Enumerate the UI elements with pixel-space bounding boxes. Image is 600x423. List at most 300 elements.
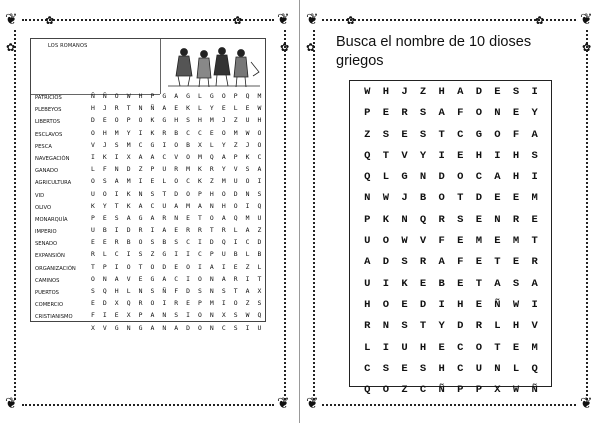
letter-cell[interactable]: Q <box>102 287 107 295</box>
letter-cell[interactable]: R <box>438 213 445 226</box>
letter-cell[interactable]: K <box>186 104 190 113</box>
letter-cell[interactable]: G <box>138 213 143 222</box>
letter-cell[interactable]: L <box>198 104 202 113</box>
letter-cell[interactable]: P <box>150 165 155 174</box>
letter-cell[interactable]: K <box>150 116 155 125</box>
letter-cell[interactable]: O <box>245 177 250 186</box>
letter-cell[interactable]: P <box>150 92 155 100</box>
letter-cell[interactable]: N <box>162 323 167 332</box>
letter-cell[interactable]: N <box>138 104 143 113</box>
letter-cell[interactable]: M <box>114 128 119 137</box>
letter-cell[interactable]: E <box>512 192 520 205</box>
letter-cell[interactable]: I <box>494 149 501 162</box>
letter-cell[interactable]: A <box>138 201 143 210</box>
letter-cell[interactable]: I <box>382 277 390 290</box>
letter-cell[interactable]: O <box>126 262 131 271</box>
letter-cell[interactable]: A <box>198 201 202 210</box>
letter-cell[interactable]: S <box>233 323 238 332</box>
letter-cell[interactable]: K <box>102 152 107 161</box>
letter-cell[interactable]: L <box>233 104 238 113</box>
letter-cell[interactable]: T <box>457 192 464 205</box>
letter-cell[interactable]: E <box>245 104 250 113</box>
letter-cell[interactable]: S <box>150 189 155 198</box>
letter-cell[interactable]: D <box>174 189 179 198</box>
letter-cell[interactable]: X <box>126 311 131 320</box>
letter-cell[interactable]: A <box>162 226 167 235</box>
letter-cell[interactable]: I <box>438 298 445 311</box>
letter-cell[interactable]: G <box>150 274 155 283</box>
letter-cell[interactable]: O <box>138 238 143 247</box>
letter-cell[interactable]: F <box>438 235 445 248</box>
letter-cell[interactable]: A <box>150 311 155 320</box>
letter-cell[interactable]: O <box>198 311 202 320</box>
letter-cell[interactable]: G <box>162 250 167 259</box>
letter-cell[interactable]: T <box>531 235 538 248</box>
letter-cell[interactable]: J <box>102 104 107 113</box>
letter-cell[interactable]: Q <box>419 213 427 226</box>
letter-cell[interactable]: N <box>162 311 167 320</box>
letter-cell[interactable]: R <box>162 213 167 222</box>
letter-cell[interactable]: E <box>494 235 501 248</box>
letter-cell[interactable]: N <box>382 320 390 333</box>
letter-cell[interactable]: W <box>401 235 408 248</box>
letter-cell[interactable]: E <box>457 277 464 290</box>
letter-cell[interactable]: N <box>209 287 214 295</box>
letter-cell[interactable]: E <box>233 262 238 271</box>
letter-cell[interactable]: S <box>512 277 520 290</box>
letter-cell[interactable]: S <box>186 116 190 125</box>
letter-cell[interactable]: W <box>382 192 390 205</box>
letter-cell[interactable]: N <box>126 323 131 332</box>
letter-cell[interactable]: C <box>221 323 226 332</box>
letter-cell[interactable]: Q <box>245 92 250 100</box>
letter-cell[interactable]: W <box>245 128 250 137</box>
letter-cell[interactable]: Q <box>257 311 262 320</box>
letter-cell[interactable]: R <box>401 107 408 120</box>
letter-cell[interactable]: V <box>233 165 238 174</box>
letter-cell[interactable]: L <box>512 362 520 375</box>
letter-cell[interactable]: E <box>221 104 226 113</box>
letter-cell[interactable]: M <box>186 165 190 174</box>
letter-cell[interactable]: M <box>221 177 226 186</box>
letter-cell[interactable]: Ñ <box>91 92 95 100</box>
letter-cell[interactable]: G <box>162 116 167 125</box>
letter-cell[interactable]: B <box>438 277 445 290</box>
letter-cell[interactable]: E <box>186 213 190 222</box>
letter-cell[interactable]: L <box>162 177 167 186</box>
letter-cell[interactable]: E <box>186 299 190 308</box>
letter-cell[interactable]: E <box>401 128 408 141</box>
letter-cell[interactable]: Z <box>150 250 155 259</box>
letter-cell[interactable]: R <box>162 128 167 137</box>
letter-cell[interactable]: R <box>531 256 538 269</box>
letter-cell[interactable]: X <box>126 152 131 161</box>
letter-cell[interactable]: P <box>198 299 202 308</box>
letter-cell[interactable]: M <box>126 177 131 186</box>
letter-cell[interactable]: N <box>494 107 501 120</box>
letter-cell[interactable]: Y <box>419 149 427 162</box>
letter-cell[interactable]: H <box>364 298 371 311</box>
letter-cell[interactable]: U <box>364 277 371 290</box>
letter-cell[interactable]: E <box>401 298 408 311</box>
letter-cell[interactable]: S <box>102 177 107 186</box>
letter-cell[interactable]: Ñ <box>531 384 538 397</box>
letter-cell[interactable]: L <box>198 92 202 100</box>
letter-cell[interactable]: X <box>198 140 202 149</box>
letter-cell[interactable]: O <box>114 92 119 100</box>
letter-cell[interactable]: I <box>257 177 262 186</box>
letter-cell[interactable]: H <box>438 86 445 98</box>
letter-cell[interactable]: Z <box>138 165 143 174</box>
letter-cell[interactable]: P <box>233 92 238 100</box>
letter-cell[interactable]: A <box>457 86 464 98</box>
letter-cell[interactable]: S <box>401 320 408 333</box>
letter-cell[interactable]: G <box>138 323 143 332</box>
letter-cell[interactable]: G <box>114 323 119 332</box>
letter-cell[interactable]: R <box>186 226 190 235</box>
letter-cell[interactable]: T <box>494 341 501 354</box>
letter-cell[interactable]: A <box>245 226 250 235</box>
letter-cell[interactable]: G <box>162 92 167 100</box>
letter-cell[interactable]: A <box>531 277 538 290</box>
letter-cell[interactable]: E <box>382 107 390 120</box>
letter-cell[interactable]: G <box>186 92 190 100</box>
letter-cell[interactable]: F <box>512 128 520 141</box>
letter-cell[interactable]: C <box>198 250 202 259</box>
letter-cell[interactable]: U <box>162 201 167 210</box>
letter-cell[interactable]: A <box>245 287 250 295</box>
letter-cell[interactable]: A <box>174 323 179 332</box>
letter-cell[interactable]: L <box>91 165 95 174</box>
letter-cell[interactable]: T <box>475 277 483 290</box>
letter-cell[interactable]: G <box>401 171 408 184</box>
letter-cell[interactable]: C <box>174 274 179 283</box>
letter-cell[interactable]: T <box>382 149 390 162</box>
letter-cell[interactable]: P <box>475 384 483 397</box>
letter-cell[interactable]: D <box>126 226 131 235</box>
letter-cell[interactable]: H <box>419 341 427 354</box>
letter-cell[interactable]: A <box>257 165 262 174</box>
letter-cell[interactable]: M <box>126 140 131 149</box>
letter-cell[interactable]: U <box>257 323 262 332</box>
letter-cell[interactable]: P <box>138 311 143 320</box>
letter-cell[interactable]: O <box>233 299 238 308</box>
letter-cell[interactable]: C <box>457 362 464 375</box>
letter-cell[interactable]: L <box>245 250 250 259</box>
letter-cell[interactable]: O <box>91 274 95 283</box>
letter-cell[interactable]: I <box>221 299 226 308</box>
letter-cell[interactable]: D <box>438 171 445 184</box>
letter-cell[interactable]: W <box>512 298 520 311</box>
letter-cell[interactable]: K <box>91 201 95 210</box>
letter-cell[interactable]: M <box>475 235 483 248</box>
letter-cell[interactable]: X <box>221 311 226 320</box>
letter-cell[interactable]: N <box>209 201 214 210</box>
letter-cell[interactable]: N <box>494 362 501 375</box>
letter-cell[interactable]: B <box>419 192 427 205</box>
letter-cell[interactable]: C <box>138 140 143 149</box>
letter-cell[interactable]: D <box>457 320 464 333</box>
letter-cell[interactable]: I <box>102 311 107 320</box>
letter-cell[interactable]: N <box>174 213 179 222</box>
letter-cell[interactable]: L <box>364 341 371 354</box>
letter-cell[interactable]: I <box>174 250 179 259</box>
letter-cell[interactable]: P <box>102 262 107 271</box>
letter-cell[interactable]: M <box>245 213 250 222</box>
letter-cell[interactable]: I <box>150 226 155 235</box>
letter-cell[interactable]: O <box>494 128 501 141</box>
letter-cell[interactable]: D <box>209 238 214 247</box>
letter-cell[interactable]: O <box>91 128 95 137</box>
letter-cell[interactable]: W <box>126 92 131 100</box>
letter-cell[interactable]: A <box>138 152 143 161</box>
letter-cell[interactable]: S <box>257 189 262 198</box>
letter-cell[interactable]: O <box>186 152 190 161</box>
letter-cell[interactable]: R <box>209 165 214 174</box>
letter-cell[interactable]: Z <box>233 140 238 149</box>
letter-cell[interactable]: K <box>401 277 408 290</box>
letter-cell[interactable]: C <box>457 341 464 354</box>
letter-cell[interactable]: E <box>209 128 214 137</box>
letter-cell[interactable]: I <box>438 149 445 162</box>
letter-cell[interactable]: P <box>198 189 202 198</box>
letter-cell[interactable]: N <box>138 287 143 295</box>
letter-cell[interactable]: A <box>174 92 179 100</box>
letter-cell[interactable]: A <box>162 274 167 283</box>
letter-cell[interactable]: Q <box>126 299 131 308</box>
letter-cell[interactable]: R <box>114 238 119 247</box>
letter-cell[interactable]: C <box>198 128 202 137</box>
letter-cell[interactable]: I <box>245 274 250 283</box>
letter-cell[interactable]: C <box>364 362 371 375</box>
letter-cell[interactable]: J <box>221 116 226 125</box>
letter-cell[interactable]: C <box>419 384 427 397</box>
letter-cell[interactable]: F <box>457 107 464 120</box>
letter-cell[interactable]: E <box>114 311 119 320</box>
letter-cell[interactable]: H <box>198 116 202 125</box>
letter-cell[interactable]: Z <box>245 262 250 271</box>
letter-cell[interactable]: J <box>245 140 250 149</box>
letter-cell[interactable]: R <box>138 299 143 308</box>
letter-cell[interactable]: O <box>114 116 119 125</box>
letter-cell[interactable]: O <box>475 107 483 120</box>
letter-cell[interactable]: T <box>419 320 427 333</box>
letter-cell[interactable]: Z <box>364 128 371 141</box>
letter-cell[interactable]: V <box>419 235 427 248</box>
letter-cell[interactable]: O <box>91 177 95 186</box>
letter-cell[interactable]: V <box>102 323 107 332</box>
letter-cell[interactable]: R <box>475 320 483 333</box>
letter-cell[interactable]: C <box>114 250 119 259</box>
letter-cell[interactable]: S <box>150 287 155 295</box>
letter-cell[interactable]: T <box>162 189 167 198</box>
letter-cell[interactable]: N <box>419 171 427 184</box>
letter-cell[interactable]: E <box>512 107 520 120</box>
letter-cell[interactable]: U <box>91 189 95 198</box>
letter-cell[interactable]: D <box>162 262 167 271</box>
letter-cell[interactable]: R <box>138 226 143 235</box>
letter-cell[interactable]: D <box>126 165 131 174</box>
letter-cell[interactable]: E <box>512 256 520 269</box>
letter-cell[interactable]: S <box>174 238 179 247</box>
letter-cell[interactable]: O <box>150 299 155 308</box>
letter-cell[interactable]: S <box>114 140 119 149</box>
letter-cell[interactable]: N <box>245 189 250 198</box>
letter-cell[interactable]: G <box>209 92 214 100</box>
letter-cell[interactable]: A <box>438 107 445 120</box>
letter-cell[interactable]: H <box>257 116 262 125</box>
letter-cell[interactable]: K <box>126 201 131 210</box>
letter-cell[interactable]: D <box>257 238 262 247</box>
letter-cell[interactable]: I <box>138 128 143 137</box>
letter-cell[interactable]: O <box>138 116 143 125</box>
letter-cell[interactable]: E <box>150 177 155 186</box>
letter-cell[interactable]: K <box>198 165 202 174</box>
letter-cell[interactable]: M <box>209 116 214 125</box>
letter-cell[interactable]: U <box>221 250 226 259</box>
letter-cell[interactable]: R <box>364 320 371 333</box>
letter-cell[interactable]: B <box>126 238 131 247</box>
letter-cell[interactable]: I <box>531 171 538 184</box>
letter-cell[interactable]: S <box>419 362 427 375</box>
letter-cell[interactable]: A <box>209 262 214 271</box>
letter-cell[interactable]: Q <box>364 384 371 397</box>
letter-cell[interactable]: D <box>382 256 390 269</box>
letter-cell[interactable]: N <box>209 274 214 283</box>
letter-cell[interactable]: Y <box>221 140 226 149</box>
letter-cell[interactable]: O <box>475 341 483 354</box>
letter-cell[interactable]: E <box>475 298 483 311</box>
letter-cell[interactable]: T <box>126 104 131 113</box>
letter-cell[interactable]: I <box>138 177 143 186</box>
letter-cell[interactable]: S <box>382 362 390 375</box>
letter-cell[interactable]: L <box>382 171 390 184</box>
letter-cell[interactable]: H <box>221 201 226 210</box>
letter-cell[interactable]: H <box>91 104 95 113</box>
letter-cell[interactable]: N <box>138 189 143 198</box>
letter-cell[interactable]: Q <box>364 149 371 162</box>
letter-cell[interactable]: Q <box>531 362 538 375</box>
letter-cell[interactable]: D <box>102 299 107 308</box>
letter-cell[interactable]: R <box>91 250 95 259</box>
letter-cell[interactable]: Q <box>209 152 214 161</box>
letter-cell[interactable]: Z <box>419 86 427 98</box>
letter-cell[interactable]: Ñ <box>162 287 167 295</box>
letter-cell[interactable]: U <box>233 177 238 186</box>
letter-cell[interactable]: Y <box>221 165 226 174</box>
letter-cell[interactable]: B <box>174 128 179 137</box>
letter-cell[interactable]: O <box>150 262 155 271</box>
letter-cell[interactable]: I <box>114 152 119 161</box>
letter-cell[interactable]: E <box>457 235 464 248</box>
letter-cell[interactable]: O <box>186 189 190 198</box>
letter-cell[interactable]: S <box>198 287 202 295</box>
letter-cell[interactable]: A <box>221 152 226 161</box>
letter-cell[interactable]: O <box>198 274 202 283</box>
letter-cell[interactable]: E <box>91 299 95 308</box>
letter-cell[interactable]: H <box>457 298 464 311</box>
letter-cell[interactable]: X <box>494 384 501 397</box>
letter-cell[interactable]: H <box>512 171 520 184</box>
letter-cell[interactable]: S <box>245 165 250 174</box>
letter-cell[interactable]: P <box>457 384 464 397</box>
letter-cell[interactable]: W <box>245 311 250 320</box>
letter-cell[interactable]: E <box>512 341 520 354</box>
letter-cell[interactable]: A <box>364 256 371 269</box>
letter-cell[interactable]: U <box>475 362 483 375</box>
letter-cell[interactable]: T <box>114 201 119 210</box>
letter-cell[interactable]: D <box>186 287 190 295</box>
letter-cell[interactable]: I <box>221 262 226 271</box>
letter-cell[interactable]: I <box>382 341 390 354</box>
letter-cell[interactable]: K <box>150 128 155 137</box>
letter-cell[interactable]: V <box>126 274 131 283</box>
letter-cell[interactable]: L <box>126 287 131 295</box>
letter-cell[interactable]: W <box>257 104 262 113</box>
letter-cell[interactable]: V <box>91 140 95 149</box>
letter-cell[interactable]: U <box>91 226 95 235</box>
letter-cell[interactable]: O <box>457 171 464 184</box>
letter-cell[interactable]: R <box>114 104 119 113</box>
letter-cell[interactable]: A <box>150 152 155 161</box>
letter-cell[interactable]: A <box>221 213 226 222</box>
letter-cell[interactable]: E <box>102 238 107 247</box>
letter-cell[interactable]: K <box>245 152 250 161</box>
letter-cell[interactable]: O <box>438 192 445 205</box>
letter-cell[interactable]: I <box>162 140 167 149</box>
letter-cell[interactable]: I <box>245 201 250 210</box>
letter-cell[interactable]: K <box>382 213 390 226</box>
letter-cell[interactable]: O <box>382 235 390 248</box>
letter-cell[interactable]: V <box>174 152 179 161</box>
letter-cell[interactable]: H <box>382 86 390 98</box>
letter-cell[interactable]: A <box>114 177 119 186</box>
letter-cell[interactable]: U <box>245 116 250 125</box>
letter-cell[interactable]: S <box>419 128 427 141</box>
letter-cell[interactable]: A <box>150 213 155 222</box>
letter-cell[interactable]: K <box>198 177 202 186</box>
letter-cell[interactable]: C <box>186 238 190 247</box>
letter-cell[interactable]: Ñ <box>494 298 501 311</box>
letter-cell[interactable]: F <box>102 165 107 174</box>
letter-cell[interactable]: P <box>364 107 371 120</box>
letter-cell[interactable]: O <box>209 213 214 222</box>
letter-cell[interactable]: O <box>382 384 390 397</box>
letter-cell[interactable]: J <box>401 192 408 205</box>
letter-cell[interactable]: Q <box>221 238 226 247</box>
letter-cell[interactable]: A <box>114 274 119 283</box>
letter-cell[interactable]: S <box>382 128 390 141</box>
letter-cell[interactable]: T <box>138 262 143 271</box>
letter-cell[interactable]: O <box>198 323 202 332</box>
letter-cell[interactable]: Q <box>233 213 238 222</box>
letter-cell[interactable]: Y <box>209 104 214 113</box>
letter-cell[interactable]: L <box>494 320 501 333</box>
letter-cell[interactable]: O <box>233 201 238 210</box>
letter-cell[interactable]: U <box>401 341 408 354</box>
letter-cell[interactable]: H <box>138 92 143 100</box>
letter-cell[interactable]: I <box>114 262 119 271</box>
letter-cell[interactable]: U <box>364 235 371 248</box>
letter-cell[interactable]: F <box>457 256 464 269</box>
letter-cell[interactable]: B <box>102 226 107 235</box>
letter-cell[interactable]: N <box>494 213 501 226</box>
letter-cell[interactable]: E <box>475 213 483 226</box>
letter-cell[interactable]: J <box>401 86 408 98</box>
letter-cell[interactable]: E <box>102 116 107 125</box>
letter-cell[interactable]: P <box>209 250 214 259</box>
letter-cell[interactable]: T <box>494 256 501 269</box>
